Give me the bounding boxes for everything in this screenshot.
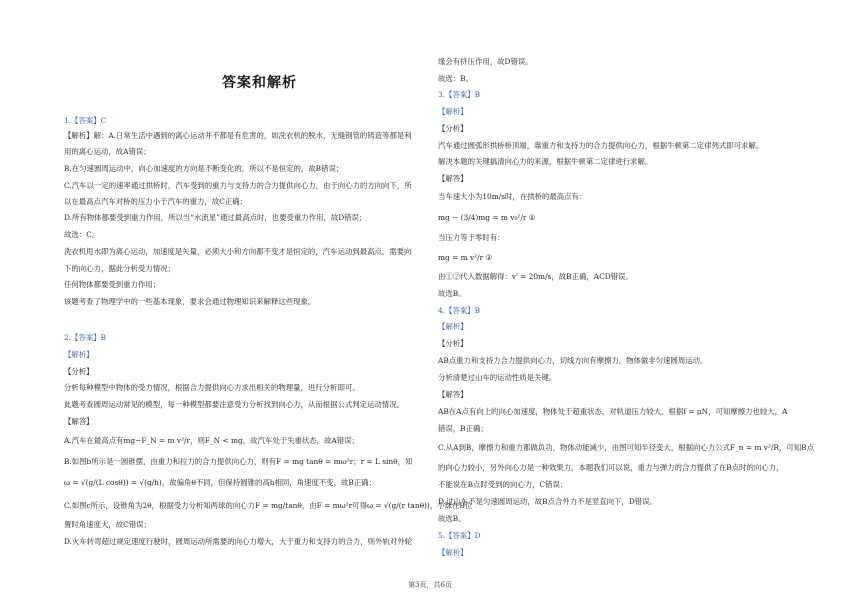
right-text-line: 当车速大小为10m/s时，在拱桥的最高点有： — [438, 192, 587, 201]
left-text-line: C.汽车以一定的速率通过拱桥时，汽车受到的重力与支持力的合力提供向心力，由于向心力的方向向下，所 — [64, 181, 412, 190]
right-text-line: 缘会有挤压作用，故D错误。 — [438, 57, 533, 66]
right-text-line: 【分析】 — [438, 124, 468, 133]
right-text-line: 故选B。 — [438, 514, 466, 523]
left-text-line: 置时角速度大，故C错误； — [64, 520, 151, 529]
left-text-line: 【解析】解：A.日常生活中遇到的离心运动并不都是有危害的，如洗衣机的脱水，无缝钢管的铸造等都是利 — [64, 131, 412, 140]
right-text-line: 【解析】 — [438, 107, 468, 116]
left-text-line: 【解析】 — [64, 350, 94, 359]
left-text-line: 以在最高点汽车对桥的压力小于汽车的重力，故C正确； — [64, 197, 248, 206]
page-footer: 第3页，共6页 — [408, 581, 452, 589]
left-text-line: C.如图c所示，设锥角为2θ，根据受力分析知两球的向心力F = mg/tanθ，由F = mω²r可得ω = √(g/(r tanθ))，小球在B位 — [64, 501, 473, 510]
right-text-line: 错误，B正确； — [438, 424, 488, 433]
right-text-line: AB点重力和支持力合力提供向心力，切线方向有摩擦力，物体做非匀速圆周运动。 — [438, 356, 708, 365]
right-text-line: 分析清楚过山车的运动性质是关键。 — [438, 373, 557, 382]
page-title: 答案和解析 — [222, 75, 297, 91]
right-text-line: 故选：B。 — [438, 74, 473, 83]
left-text-line: 此题考查圆周运动常见的模型，每一种模型都要注意受力分析找到向心力，从而根据公式判定运动情况。 — [64, 400, 404, 409]
left-text-line: A.汽车在最高点有mg−F_N = m v²/r，则F_N < mg，故汽车处于失重状态，故A错误； — [64, 436, 359, 445]
left-text-line: 【解答】 — [64, 417, 94, 426]
left-text-line: 该题考查了物理学中的一些基本现象，要求会通过物理知识来解释这些现象。 — [64, 297, 316, 306]
left-text-line: 故选：C。 — [64, 230, 100, 239]
left-text-line: 用的离心运动，故A错误； — [64, 147, 151, 156]
left-text-line: 分析每种模型中物体的受力情况，根据合力提供向心力求出相关的物理量，进行分析即可。 — [64, 383, 360, 392]
right-text-line: AB在A点有向上的向心加速度，物体处于超重状态，对轨道压力较大，根据f = μN，可知摩擦力也较大，A — [438, 407, 788, 416]
left-text-line: 任何物体都要受到重力作用； — [64, 280, 161, 289]
right-text-line: mg − (3/4)mg = m v₀²/r ① — [438, 213, 536, 222]
left-text-line: D.火车转弯超过规定速度行驶时，圆周运动所需要的向心力增大，大于重力和支持力的合力，则外轨对外轮 — [64, 537, 412, 546]
left-text-line: D.所有物体都要受到重力作用，所以当“水流星”通过最高点时，也要受重力作用，故D错误； — [64, 213, 367, 222]
right-text-line: 【解答】 — [438, 390, 468, 399]
right-text-line: 【解析】 — [438, 322, 468, 331]
left-text-line: B.如图b所示是一圆锥摆，由重力和拉力的合力提供向心力，则有F = mg tanθ = mω²r；r = L sinθ，知 — [64, 457, 413, 466]
right-text-line: 故选B。 — [438, 289, 466, 298]
right-text-line: 4.【答案】B — [438, 306, 481, 315]
right-text-line: 解决本题的关键搞清向心力的来源，根据牛顿第二定律进行求解。 — [438, 157, 653, 166]
right-text-line: 3.【答案】B — [438, 90, 481, 99]
right-text-line: D.过山车不是匀速圆周运动，故B点合外力不是竖直向下，D错误。 — [438, 497, 657, 506]
right-text-line: mg = m v²/r ② — [438, 253, 493, 262]
right-text-line: 汽车通过圆弧形拱桥桥顶端，靠重力和支持力的合力提供向心力，根据牛顿第二定律列式即可求解。 — [438, 141, 764, 150]
right-text-line: 的向心力较小，另外向心力是一种效果力，本题我们可以说，重力与弹力的合力提供了在B点时的向心力， — [438, 463, 784, 472]
right-text-line: 由①②代入数据解得：v′ = 20m/s，故B正确，ACD错误。 — [438, 272, 633, 281]
left-text-line: 2.【答案】B — [64, 333, 107, 342]
right-text-line: 当压力等于零时有： — [438, 233, 505, 242]
right-text-line: 【解答】 — [438, 174, 468, 183]
left-text-line: 下的向心力，据此分析受力情况； — [64, 264, 175, 273]
left-text-line: 【分析】 — [64, 367, 94, 376]
left-text-line: 1.【答案】C — [64, 116, 107, 125]
left-text-line: ω = √(g/(L cosθ)) = √(g/h)，故偏角θ不同，但保持圆锥的高h相同，角速度不变，故B正确； — [64, 478, 377, 487]
right-text-line: C.从A到B，摩擦力和重力都做负功，物体动能减少，由图可知半径变大，根据向心力公式F_n = m v²/R，可知B点 — [438, 443, 814, 452]
right-text-line: 5.【答案】D — [438, 531, 481, 540]
left-text-line: 洗衣机甩水即为离心运动，加速度是矢量，必须大小和方向都不变才是恒定的，汽车运动到最高点，需要向 — [64, 247, 412, 256]
right-text-line: 不能说在B点时受到的向心力，C错误； — [438, 480, 568, 489]
right-text-line: 【解析】 — [438, 548, 468, 557]
right-text-line: 【分析】 — [438, 339, 468, 348]
left-text-line: B.在匀速圆周运动中，向心加速度的方向是不断变化的，所以不是恒定的，故B错误； — [64, 164, 344, 173]
